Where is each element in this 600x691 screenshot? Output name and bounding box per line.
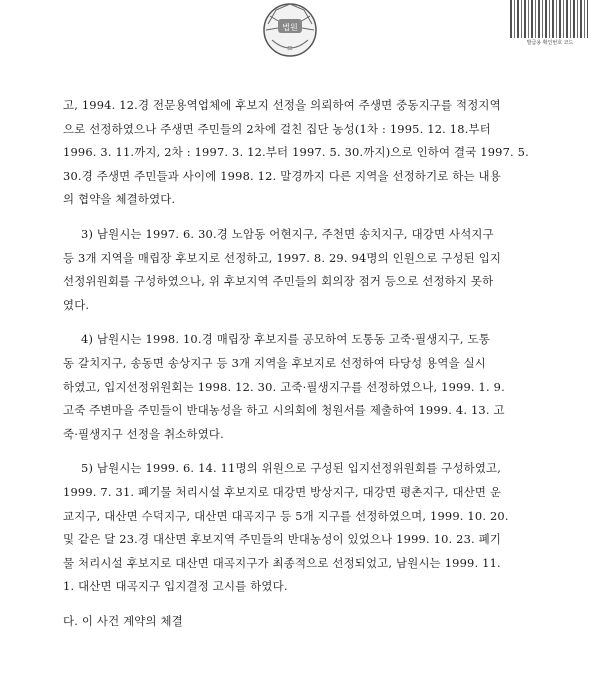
paragraph-line: 선정위원회를 구성하였으나, 위 후보지역 주민들의 회의장 점거 등으로 선정하지 못하 (63, 274, 494, 289)
paragraph-line: 였다. (63, 297, 90, 312)
paragraph-line: 교지구, 대산면 수덕지구, 대산면 대곡지구 등 5개 지구를 선정하였으며, 1999. 10. 20. (63, 508, 509, 523)
paragraph-line: 고, 1994. 12.경 전문용역업체에 후보지 선정을 의뢰하여 주생면 중동지구를 적정지역 (63, 98, 501, 112)
paragraph-line: 30.경 주생면 주민들과 사이에 1998. 12. 말경까지 다른 지역을 선정하기로 하는 내용 (63, 168, 501, 183)
qr-code-icon (510, 0, 588, 38)
paragraph-2 (63, 223, 545, 317)
paragraph-line: 3) 남원시는 1997. 6. 30.경 노암동 어현지구, 주천면 송치지구, 대강면 사석지구 (81, 226, 494, 241)
paragraph-line: 5) 남원시는 1999. 6. 14. 11명의 위원으로 구성된 입지선정위원회를 구성하였고, (81, 461, 502, 476)
paragraph-line: 으로 선정하였으나 주생면 주민들의 2차에 걸친 집단 농성(1차 : 1995. 12. 18.부터 (63, 121, 491, 136)
paragraph-4 (63, 457, 545, 599)
seal-label: 법원 (282, 23, 298, 32)
qr-caption: 발급용 확인번호 코드 (526, 40, 574, 46)
paragraph-line: 고죽 주변마을 주민들이 반대농성을 하고 시의회에 청원서를 제출하여 1999. 4. 13. 고 (63, 403, 505, 418)
paragraph-line: 및 같은 달 23.경 대산면 후보지역 주민들의 반대농성이 있었으나 1999. 10. 23. 폐기 (63, 532, 502, 547)
paragraph-line: 죽·필생지구 선정을 취소하였다. (63, 426, 224, 441)
paragraph-line: 1996. 3. 11.까지, 2차 : 1997. 3. 12.부터 1997. 5. 30.까지)으로 인하여 결국 1997. 5. (63, 145, 529, 160)
court-seal-icon (258, 0, 322, 62)
section-heading: 다. 이 사건 계약의 체결 (63, 613, 183, 628)
paragraph-line: 1. 대산면 대곡지구 입지결정 고시를 하였다. (63, 579, 288, 594)
paragraph-line: 의 협약을 체결하였다. (63, 192, 176, 207)
paragraph-line: 하였고, 입지선정위원회는 1998. 12. 30. 고죽·필생지구를 선정하였으나, 1999. 1. 9. (63, 379, 505, 394)
paragraph-line: 4) 남원시는 1998. 10.경 매립장 후보지를 공모하여 도통동 고죽·필생지구, 도통 (81, 332, 490, 347)
document-body (63, 94, 545, 633)
paragraph-line: 1999. 7. 31. 폐기물 처리시설 후보지로 대강면 방상지구, 대강면 평촌지구, 대산면 운 (63, 484, 502, 499)
paragraph-3 (63, 328, 545, 446)
svg-text:⚖: ⚖ (287, 45, 293, 52)
paragraph-1 (63, 94, 545, 212)
paragraph-line: 물 처리시설 후보지로 대산면 대곡지구가 최종적으로 선정되었고, 남원시는 1999. 11. (63, 555, 501, 570)
paragraph-line: 등 3개 지역을 매립장 후보지로 선정하고, 1997. 8. 29. 94명의 인원으로 구성된 입지 (63, 250, 502, 265)
paragraph-line: 동 갈치지구, 송동면 송상지구 등 3개 지역을 후보지로 선정하여 타당성 용역을 실시 (63, 355, 487, 370)
